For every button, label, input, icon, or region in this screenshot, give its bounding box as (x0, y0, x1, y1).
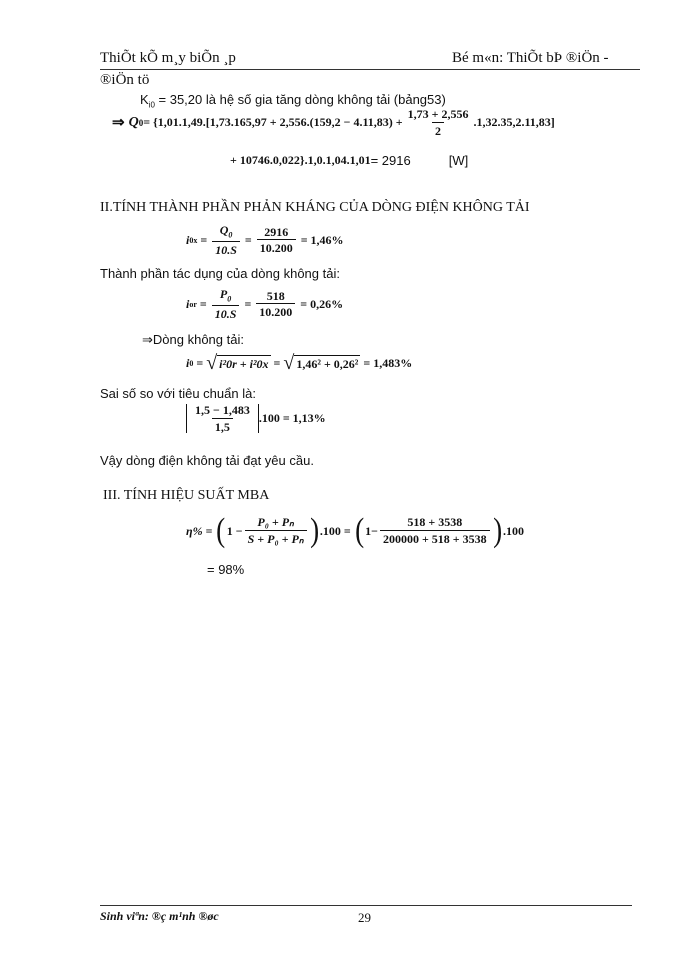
page-number: 29 (358, 910, 371, 925)
text-active-component: Thành phần tác dụng của dòng không tải: (100, 266, 340, 281)
sqrt-2: √ 1,46² + 0,26² (283, 352, 359, 374)
q0-fraction: $\frac{1,73 + 2,556}{2}$ (407, 107, 469, 138)
k-coefficient-line: $K_{i0} = 35,20$ là hệ số gia tăng dòng không tải (bảng53) (140, 92, 446, 110)
sqrt-1: √ i²0r + i²0x (206, 352, 269, 374)
header-continuation: ®iÖn tö (100, 72, 150, 88)
q0-equation-line2: + 10746.0,022}.1,0.1,04.1,01 = 2916 [W] (230, 153, 469, 168)
section-3-title: III. TÍNH HIỆU SUẤT MBA (103, 488, 270, 503)
header-rule (100, 69, 640, 70)
text-error: Sai số so với tiêu chuẩn là: (100, 386, 256, 401)
header-left: ThiÕt kÕ m¸y biÕn ¸p (100, 50, 236, 66)
footer-student: Sinh viªn: ®ç m¹nh ®øc (100, 909, 219, 923)
text-conclusion: Vậy dòng điện không tải đạt yêu cầu. (100, 453, 314, 468)
i0r-equation: i or = $\frac{P_0}{10.S}$ = $\frac{518}{10.200}$ = 0,26% (186, 287, 344, 321)
text-noload-current: ⇒Dòng không tải: (142, 332, 244, 347)
q0-equation-line1: ⇒ Q 0 = {1,01.1,49.[1,73.165,97 + 2,556.(159,2 − 4.11,83) + $\frac{1,73 + 2,556}{2}$ .1,32.35,2.11,83] (112, 107, 555, 138)
i0x-equation: i 0x = $\frac{Q_0}{10.S}$ = $\frac{2916}{10.200}$ = 1,46% (186, 223, 344, 257)
section-2-title: II.TÍNH THÀNH PHẦN PHẢN KHÁNG CỦA DÒNG ĐIỆN KHÔNG TẢI (100, 200, 530, 215)
efficiency-equation: η% = ( 1 − $\frac{\text{P₀ + Pₙ}}{\text{S + P₀ + Pₙ}}$ ) .100 = ( 1− $\frac{518 + 3538}{200000 + 518 + 3538}$ ) .100 (186, 512, 524, 549)
i0-equation: i 0 = √ i²0r + i²0x = √ 1,46² + 0,26² = 1,483% (186, 352, 413, 374)
header-right: Bé m«n: ThiÕt bÞ ®iÖn - (452, 50, 609, 66)
footer-rule (100, 905, 632, 906)
efficiency-result: = 98% (207, 562, 245, 577)
error-equation: $\frac{1,5 - 1,483}{1,5}$ .100 = 1,13% (186, 404, 326, 433)
